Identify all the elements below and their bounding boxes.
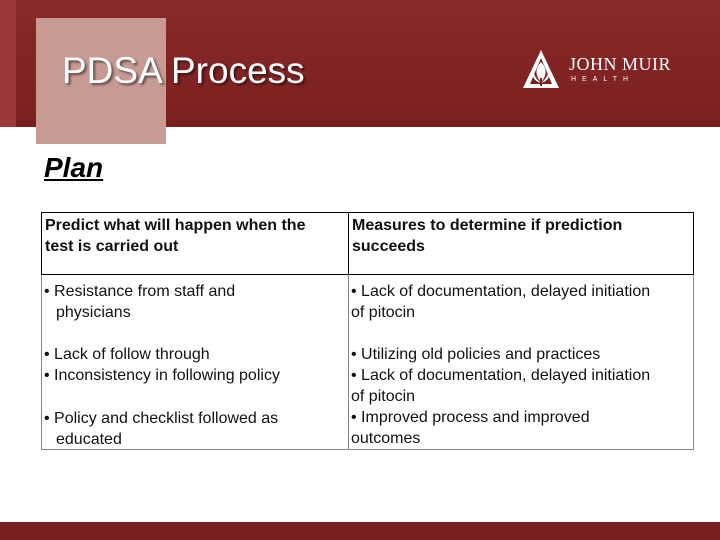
table-cell-predict [44,408,344,450]
table-header-measures [348,212,694,275]
table-border [693,275,694,450]
cell-line: • Inconsistency in following policy [44,367,280,384]
cell-line: • Lack of follow through [44,346,210,363]
cell-line: of pitocin [351,304,416,321]
header-line: test is carried out [45,238,179,255]
cell-line: • Lack of documentation, delayed initiation [351,283,651,300]
header-line: Predict what will happen when the [45,217,306,234]
cell-line: • Resistance from staff and [44,283,236,300]
table-cell-measure [351,281,691,323]
cell-line: outcomes [351,430,421,447]
header-line: Measures to determine if prediction [352,217,623,234]
header-line: succeeds [352,238,425,255]
pdsa-table [41,212,694,450]
table-header-predict [41,212,348,275]
logo-name: JOHN MUIR [569,54,672,74]
logo-subtitle: HEALTH [571,76,635,83]
table-border [41,275,42,450]
table-cell-predict [44,344,344,386]
cell-line: • Improved process and improved [351,409,590,426]
header-accent [0,0,16,127]
john-muir-logo [521,48,691,90]
cell-line: • Policy and checklist followed as [44,410,279,427]
table-border [348,275,349,450]
cell-line: physicians [56,304,131,321]
table-cell-measure [351,344,691,449]
logo-mark-icon [521,48,561,90]
cell-line: educated [56,431,122,448]
slide-footer [0,522,720,540]
cell-line: of pitocin [351,388,416,405]
table-cell-predict [44,281,344,323]
section-heading: Plan [44,152,104,183]
cell-line: • Lack of documentation, delayed initiation [351,367,651,384]
cell-line: • Utilizing old policies and practices [351,346,601,363]
slide-title: PDSA Process [62,50,305,91]
